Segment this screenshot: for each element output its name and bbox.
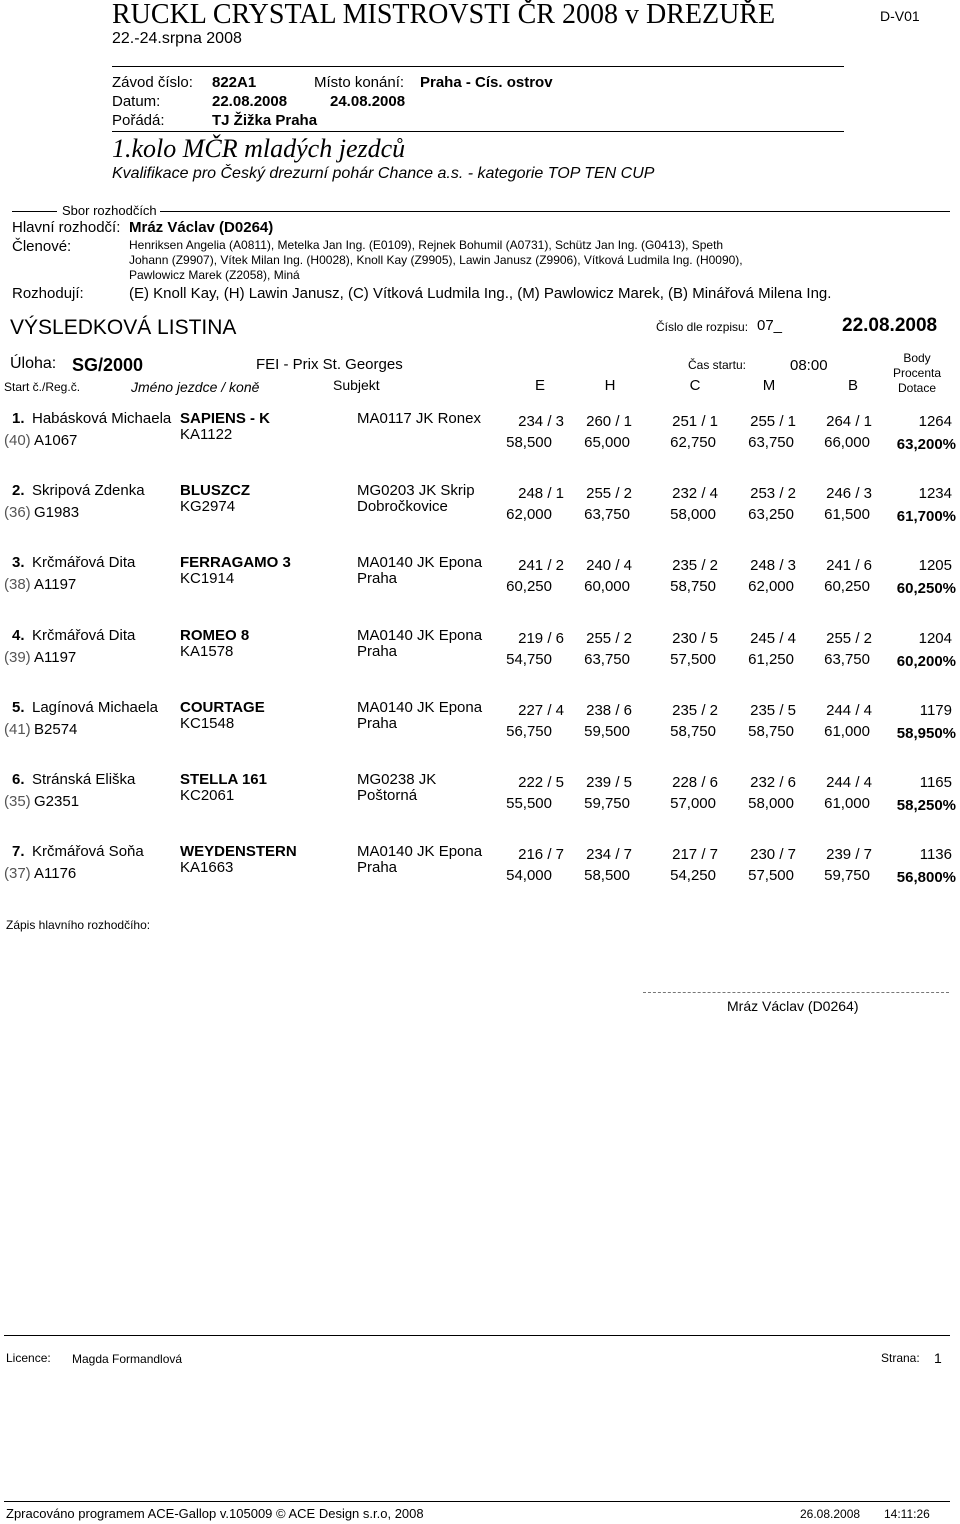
subject-line-2: Praha (357, 859, 398, 876)
test-label: Úloha: (10, 355, 57, 372)
judge-m-percent: 63,250 (748, 506, 794, 523)
judges-section-label: Sbor rozhodčích (62, 203, 157, 218)
judge-m-score: 230 / 7 (750, 846, 796, 863)
table-row (0, 699, 960, 749)
judge-m-percent: 57,500 (748, 867, 794, 884)
start-number: (36) (4, 504, 31, 521)
judge-b-score: 255 / 2 (826, 630, 872, 647)
subject-line-1: MG0203 JK Skrip (357, 482, 475, 499)
date-label: Datum: (112, 93, 161, 110)
judge-e-percent: 54,750 (506, 651, 552, 668)
rider-name: Stránská Eliška (32, 771, 136, 788)
judge-b-score: 264 / 1 (826, 413, 872, 430)
head-judge: Mráz Václav (D0264) (129, 219, 274, 236)
organizer-label: Pořádá: (112, 112, 165, 129)
judge-h-score: 238 / 6 (586, 702, 632, 719)
deciding-judges: (E) Knoll Kay, (H) Lawin Janusz, (C) Vítková Ludmila Ing., (M) Pawlowicz Marek, (B) Minářová Milena Ing. (129, 285, 832, 302)
judge-b-percent: 61,000 (824, 723, 870, 740)
judge-e-score: 219 / 6 (518, 630, 564, 647)
judge-b-percent: 63,750 (824, 651, 870, 668)
total-percent: 60,200% (896, 653, 956, 670)
subject-line-1: MA0140 JK Epona (357, 699, 483, 716)
judge-c-score: 251 / 1 (672, 413, 718, 430)
qualification-text: Kvalifikace pro Český drezurní pohár Chance a.s. - kategorie TOP TEN CUP (112, 165, 655, 182)
schedule-number-label: Číslo dle rozpisu: (656, 320, 749, 334)
organizer: TJ Žižka Praha (212, 112, 318, 129)
table-row (0, 482, 960, 532)
judge-b-score: 241 / 6 (826, 557, 872, 574)
judge-b-percent: 60,250 (824, 578, 870, 595)
table-row (0, 627, 960, 677)
subject-line-2: Praha (357, 643, 398, 660)
round-title: 1.kolo MČR mladých jezdců (112, 134, 406, 163)
bottom-rule (4, 1501, 950, 1502)
judge-c-score: 230 / 5 (672, 630, 718, 647)
table-row (0, 843, 960, 893)
judge-e-percent: 55,500 (506, 795, 552, 812)
rank: 5. (12, 699, 25, 716)
members-line-2: Johann (Z9907), Vítek Milan Ing. (H0028), Knoll Kay (Z9905), Lawin Janusz (Z9906), Vítková Ludmila Ing. (H0090), (129, 253, 743, 267)
horse-reg: KG2974 (180, 498, 236, 515)
rider-name: Habásková Michaela (32, 410, 172, 427)
judge-e-percent: 60,250 (506, 578, 552, 595)
judge-m-percent: 58,000 (748, 795, 794, 812)
judge-b-score: 244 / 4 (826, 774, 872, 791)
horse-name: COURTAGE (180, 699, 265, 716)
total-percent: 61,700% (896, 508, 956, 525)
subject-line-2: Praha (357, 570, 398, 587)
judges-rule-left (12, 211, 57, 212)
subject-line-2: Praha (357, 715, 398, 732)
column-judge-b: B (847, 377, 858, 394)
head-judge-label: Hlavní rozhodčí: (12, 219, 121, 236)
signature-line (643, 992, 949, 993)
total-points: 1204 (918, 630, 952, 647)
judge-c-score: 235 / 2 (672, 557, 718, 574)
horse-reg: KA1122 (180, 426, 233, 443)
horse-name: STELLA 161 (180, 771, 267, 788)
horse-reg: KC1914 (180, 570, 235, 587)
judge-b-percent: 61,000 (824, 795, 870, 812)
rank: 2. (12, 482, 25, 499)
rider-reg: A1176 (34, 865, 77, 882)
judge-h-percent: 63,750 (584, 506, 630, 523)
judge-m-percent: 63,750 (748, 434, 794, 451)
judge-c-score: 232 / 4 (672, 485, 718, 502)
subject-line-1: MA0140 JK Epona (357, 843, 483, 860)
horse-name: SAPIENS - K (180, 410, 271, 427)
horse-name: WEYDENSTERN (180, 843, 297, 860)
subject-line-1: MA0117 JK Ronex (357, 410, 481, 427)
judge-b-percent: 66,000 (824, 434, 870, 451)
judge-m-score: 253 / 2 (750, 485, 796, 502)
column-judge-h: H (604, 377, 616, 394)
document-title: RUCKL CRYSTAL MISTROVSTI ČR 2008 v DREZUŘE (112, 0, 776, 30)
judge-c-percent: 57,000 (670, 795, 716, 812)
event-dates: 22.-24.srpna 2008 (112, 30, 242, 47)
judge-e-percent: 62,000 (506, 506, 552, 523)
judge-b-score: 244 / 4 (826, 702, 872, 719)
judge-c-score: 228 / 6 (672, 774, 718, 791)
deciding-label: Rozhodují: (12, 285, 84, 302)
rider-reg: B2574 (34, 721, 78, 738)
start-number: (35) (4, 793, 31, 810)
header-rule (112, 66, 844, 67)
test-name: FEI - Prix St. Georges (256, 356, 403, 373)
document-code: D-V01 (880, 8, 920, 24)
judge-m-score: 255 / 1 (750, 413, 796, 430)
judge-c-score: 217 / 7 (672, 846, 718, 863)
total-percent: 60,250% (896, 580, 956, 597)
column-rider-horse: Jméno jezdce / koně (131, 379, 260, 395)
horse-reg: KC1548 (180, 715, 235, 732)
start-number: (39) (4, 649, 31, 666)
judge-b-score: 246 / 3 (826, 485, 872, 502)
judge-h-score: 255 / 2 (586, 630, 632, 647)
horse-reg: KC2061 (180, 787, 235, 804)
judge-c-percent: 58,750 (670, 723, 716, 740)
signature-name: Mráz Václav (D0264) (727, 998, 859, 1014)
judge-h-percent: 59,750 (584, 795, 630, 812)
print-time: 14:11:26 (884, 1507, 930, 1521)
column-judge-m: M (762, 377, 776, 394)
horse-name: BLUSZCZ (180, 482, 250, 499)
judge-c-percent: 57,500 (670, 651, 716, 668)
total-points: 1264 (918, 413, 952, 430)
table-row (0, 410, 960, 460)
judge-m-percent: 61,250 (748, 651, 794, 668)
judge-c-percent: 62,750 (670, 434, 716, 451)
software-credit: Zpracováno programem ACE-Gallop v.105009 © ACE Design s.r.o, 2008 (6, 1506, 424, 1521)
total-percent: 56,800% (896, 869, 956, 886)
judge-h-score: 240 / 4 (586, 557, 632, 574)
judge-b-percent: 61,500 (824, 506, 870, 523)
start-time-label: Čas startu: (688, 358, 747, 372)
rider-reg: G1983 (34, 504, 80, 521)
judge-e-percent: 56,750 (506, 723, 552, 740)
rank: 1. (12, 410, 25, 427)
judge-c-score: 235 / 2 (672, 702, 718, 719)
subject-line-1: MA0140 JK Epona (357, 627, 483, 644)
judge-m-score: 232 / 6 (750, 774, 796, 791)
judge-h-percent: 65,000 (584, 434, 630, 451)
rider-name: Krčmářová Soňa (32, 843, 144, 860)
horse-reg: KA1663 (180, 859, 234, 876)
judge-h-score: 260 / 1 (586, 413, 632, 430)
horse-name: ROMEO 8 (180, 627, 250, 644)
judge-h-score: 234 / 7 (586, 846, 632, 863)
start-time: 08:00 (790, 357, 828, 374)
start-number: (38) (4, 576, 31, 593)
page-label: Strana: (881, 1351, 920, 1365)
column-body: Body (903, 351, 931, 365)
judge-b-score: 239 / 7 (826, 846, 872, 863)
subject-line-1: MG0238 JK (357, 771, 437, 788)
judges-rule-right (160, 211, 950, 212)
subject-line-2: Poštorná (357, 787, 418, 804)
subject-line-1: MA0140 JK Epona (357, 554, 483, 571)
judge-e-score: 248 / 1 (518, 485, 564, 502)
column-percent: Procenta (892, 366, 942, 380)
judge-h-percent: 63,750 (584, 651, 630, 668)
judge-e-percent: 54,000 (506, 867, 552, 884)
rider-reg: A1197 (34, 649, 77, 666)
total-points: 1165 (919, 774, 952, 791)
date-to: 24.08.2008 (330, 93, 406, 110)
total-points: 1205 (918, 557, 952, 574)
subject-line-2: Dobročkovice (357, 498, 448, 515)
start-number: (40) (4, 432, 31, 449)
results-date: 22.08.2008 (842, 315, 938, 336)
judge-e-score: 227 / 4 (518, 702, 564, 719)
rider-name: Lagínová Michaela (32, 699, 158, 716)
judge-e-percent: 58,500 (506, 434, 552, 451)
members-line-3: Pawlowicz Marek (Z2058), Miná (129, 268, 300, 282)
print-date: 26.08.2008 (800, 1507, 861, 1521)
rider-name: Krčmářová Dita (32, 627, 136, 644)
judge-m-percent: 58,750 (748, 723, 794, 740)
judge-h-score: 255 / 2 (586, 485, 632, 502)
rider-reg: A1197 (34, 576, 77, 593)
judge-h-percent: 59,500 (584, 723, 630, 740)
race-number-label: Závod číslo: (112, 74, 193, 91)
rank: 3. (12, 554, 25, 571)
judge-h-score: 239 / 5 (586, 774, 632, 791)
members-line-1: Henriksen Angelia (A0811), Metelka Jan Ing. (E0109), Rejnek Bohumil (A0731), Schütz Jan Ing. (G0413), Speth (129, 238, 724, 252)
venue: Praha - Cís. ostrov (420, 74, 553, 91)
table-row (0, 771, 960, 821)
table-row (0, 554, 960, 604)
rank: 6. (12, 771, 25, 788)
rank: 4. (12, 627, 25, 644)
total-percent: 58,950% (896, 725, 956, 742)
horse-name: FERRAGAMO 3 (180, 554, 291, 571)
column-start-reg: Start č./Reg.č. (4, 380, 81, 394)
horse-reg: KA1578 (180, 643, 234, 660)
members-label: Členové: (12, 238, 72, 255)
total-percent: 58,250% (896, 797, 956, 814)
head-judge-notes-label: Zápis hlavního rozhodčího: (6, 918, 151, 932)
rider-reg: A1067 (34, 432, 78, 449)
test-code: SG/2000 (72, 355, 144, 375)
column-subject: Subjekt (333, 377, 380, 393)
judge-c-percent: 58,750 (670, 578, 716, 595)
total-points: 1136 (919, 846, 952, 863)
judge-e-score: 216 / 7 (518, 846, 564, 863)
venue-label: Místo konání: (314, 74, 405, 91)
results-title: VÝSLEDKOVÁ LISTINA (10, 316, 237, 339)
licence-holder: Magda Formandlová (72, 1352, 183, 1366)
column-judge-e: E (534, 377, 545, 394)
judge-h-percent: 58,500 (584, 867, 630, 884)
page-number: 1 (934, 1350, 942, 1366)
judge-m-score: 248 / 3 (750, 557, 796, 574)
judge-m-score: 235 / 5 (750, 702, 796, 719)
rider-name: Krčmářová Dita (32, 554, 136, 571)
rank: 7. (12, 843, 25, 860)
footer-rule (4, 1335, 950, 1336)
judge-h-percent: 60,000 (584, 578, 630, 595)
judge-m-percent: 62,000 (748, 578, 794, 595)
judge-c-percent: 54,250 (670, 867, 716, 884)
column-prize: Dotace (897, 381, 937, 395)
total-percent: 63,200% (896, 436, 956, 453)
judge-c-percent: 58,000 (670, 506, 716, 523)
total-points: 1234 (918, 485, 952, 502)
judge-e-score: 241 / 2 (518, 557, 564, 574)
rider-reg: G2351 (34, 793, 80, 810)
column-judge-c: C (689, 377, 701, 394)
licence-label: Licence: (6, 1351, 51, 1365)
start-number: (37) (4, 865, 31, 882)
judge-e-score: 222 / 5 (518, 774, 564, 791)
start-number: (41) (4, 721, 31, 738)
date-from: 22.08.2008 (212, 93, 288, 110)
rider-name: Skripová Zdenka (32, 482, 145, 499)
schedule-number: 07_ (757, 317, 783, 334)
total-points: 1179 (919, 702, 952, 719)
judge-e-score: 234 / 3 (518, 413, 564, 430)
judge-b-percent: 59,750 (824, 867, 870, 884)
event-rule (112, 131, 844, 132)
judge-m-score: 245 / 4 (750, 630, 796, 647)
race-number: 822A1 (212, 74, 257, 91)
